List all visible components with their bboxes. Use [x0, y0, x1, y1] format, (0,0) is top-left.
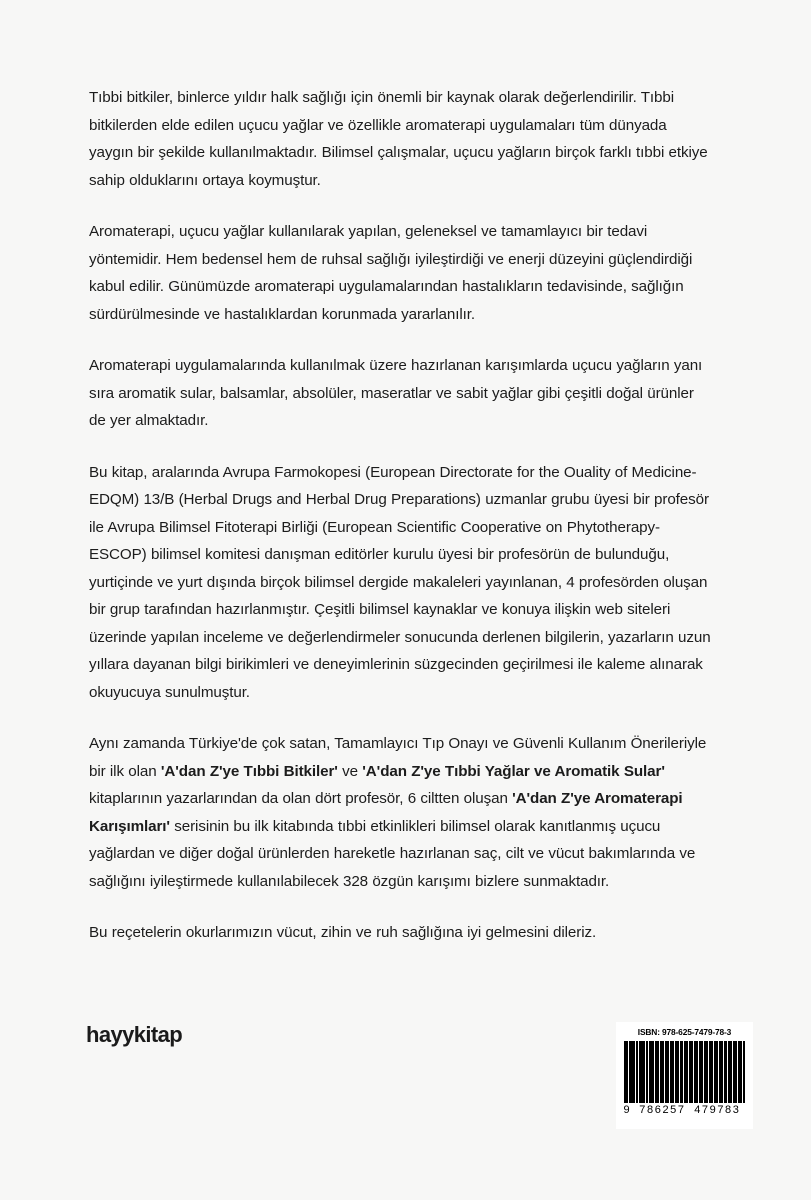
cover-footer [0, 1000, 811, 1200]
barcode-digits-right: 479783 [694, 1104, 741, 1116]
paragraph-3: Aromaterapi uygulamalarında kullanılmak üzere hazırlanan karışımlarda uçucu yağların yanı sıra aromatik sular, balsamlar, absolüler, maseratlar ve sabit yağlar gibi çeşitli doğal ürünler de yer almaktadır. [89, 357, 703, 429]
paragraph-text-run: ve [337, 762, 363, 780]
isbn-label: ISBN: 978-625-7479-78-3 [637, 1027, 732, 1037]
barcode-digits [623, 1104, 747, 1116]
book-title-emphasis: 'A'dan Z'ye Tıbbi Bitkiler' [160, 762, 338, 780]
barcode-bars [624, 1041, 746, 1103]
barcode-digits-left: 786257 [639, 1104, 686, 1116]
paragraph-text-run: serisinin bu ilk kitabında tıbbi etkinlikleri bilimsel olarak kanıtlanmış uçucu yağlardan ve diğer doğal ürünlerden hareketle hazırlanan saç, cilt ve vücut bakımlarında ve sağlığını iyileştirmede kullanılabilecek 328 özgün karışımı bizlere sunmaktadır. [89, 817, 696, 890]
isbn-barcode [616, 1022, 753, 1129]
paragraph-text-run: Aynı zamanda Türkiye'de çok satan, Tamamlayıcı Tıp Onayı ve Güvenli Kullanım Önerileriyle bir ilk olan [89, 735, 707, 780]
paragraph-1: Tıbbi bitkiler, binlerce yıldır halk sağlığı için önemli bir kaynak olarak değerlendirilir. Tıbbi bitkilerden elde edilen uçucu yağlar ve özellikle aromaterapi uygulamaları tüm dünyada yaygın bir şekilde kullanılmaktadır. Bilimsel çalışmalar, uçucu yağların birçok farklı tıbbi etkiye sahip olduklarını ortaya koymuştur. [89, 89, 708, 189]
paragraph-5-book-titles [89, 730, 713, 895]
back-cover-text-block [89, 84, 713, 947]
paragraph-text-run: kitaplarının yazarlarından da olan dört profesör, 6 ciltten oluşan [89, 790, 513, 807]
paragraph-6-closing: Bu reçetelerin okurlarımızın vücut, zihin ve ruh sağlığına iyi gelmesini dileriz. [89, 924, 597, 941]
book-title-emphasis: 'A'dan Z'ye Aromaterapi Karışımları' [89, 790, 683, 835]
paragraph-2: Aromaterapi, uçucu yağlar kullanılarak yapılan, geleneksel ve tamamlayıcı bir tedavi yöntemidir. Hem bedensel hem de ruhsal sağlığı iyileştirdiği ve enerji düzeyini güçlendirdiği kabul edilir. Günümüzde aromaterapi uygulamalarından hastalıkların tedavisinde, sağlığın sürdürülmesinde ve hastalıklardan korunmada yararlanılır. [89, 223, 693, 323]
barcode-digit-lead: 9 [623, 1104, 631, 1116]
paragraph-4: Bu kitap, aralarında Avrupa Farmokopesi (European Directorate for the Ouality of Medicine-EDQM) 13/B (Herbal Drugs and Herbal Drug Preparations) uzmanlar grubu üyesi bir profesör ile Avrupa Bilimsel Fitoterapi Birliği (European Scientific Cooperative on Phytotherapy-ESCOP) bilimsel komitesi danışman editörler kurulu üyesi bir profesörün de bulunduğu, yurtiçinde ve yurt dışında birçok bilimsel dergide makaleleri yayınlanan, 4 profesörden oluşan bir grup tarafından hazırlanmıştır. Çeşitli bilimsel kaynaklar ve konuya ilişkin web siteleri üzerinde yapılan inceleme ve değerlendirmeler sonucunda derlenen bilgilerin, yazarların uzun yıllara dayanan bilgi birikimleri ve deneyimlerinin süzgecinden geçirilmesi ile kaleme alınarak okuyucuya sunulmuştur. [89, 463, 711, 701]
publisher-logo: hayykitap [86, 1022, 183, 1047]
book-title-emphasis: 'A'dan Z'ye Tıbbi Yağlar ve Aromatik Sular' [362, 762, 665, 780]
barcode-bar [743, 1041, 745, 1103]
